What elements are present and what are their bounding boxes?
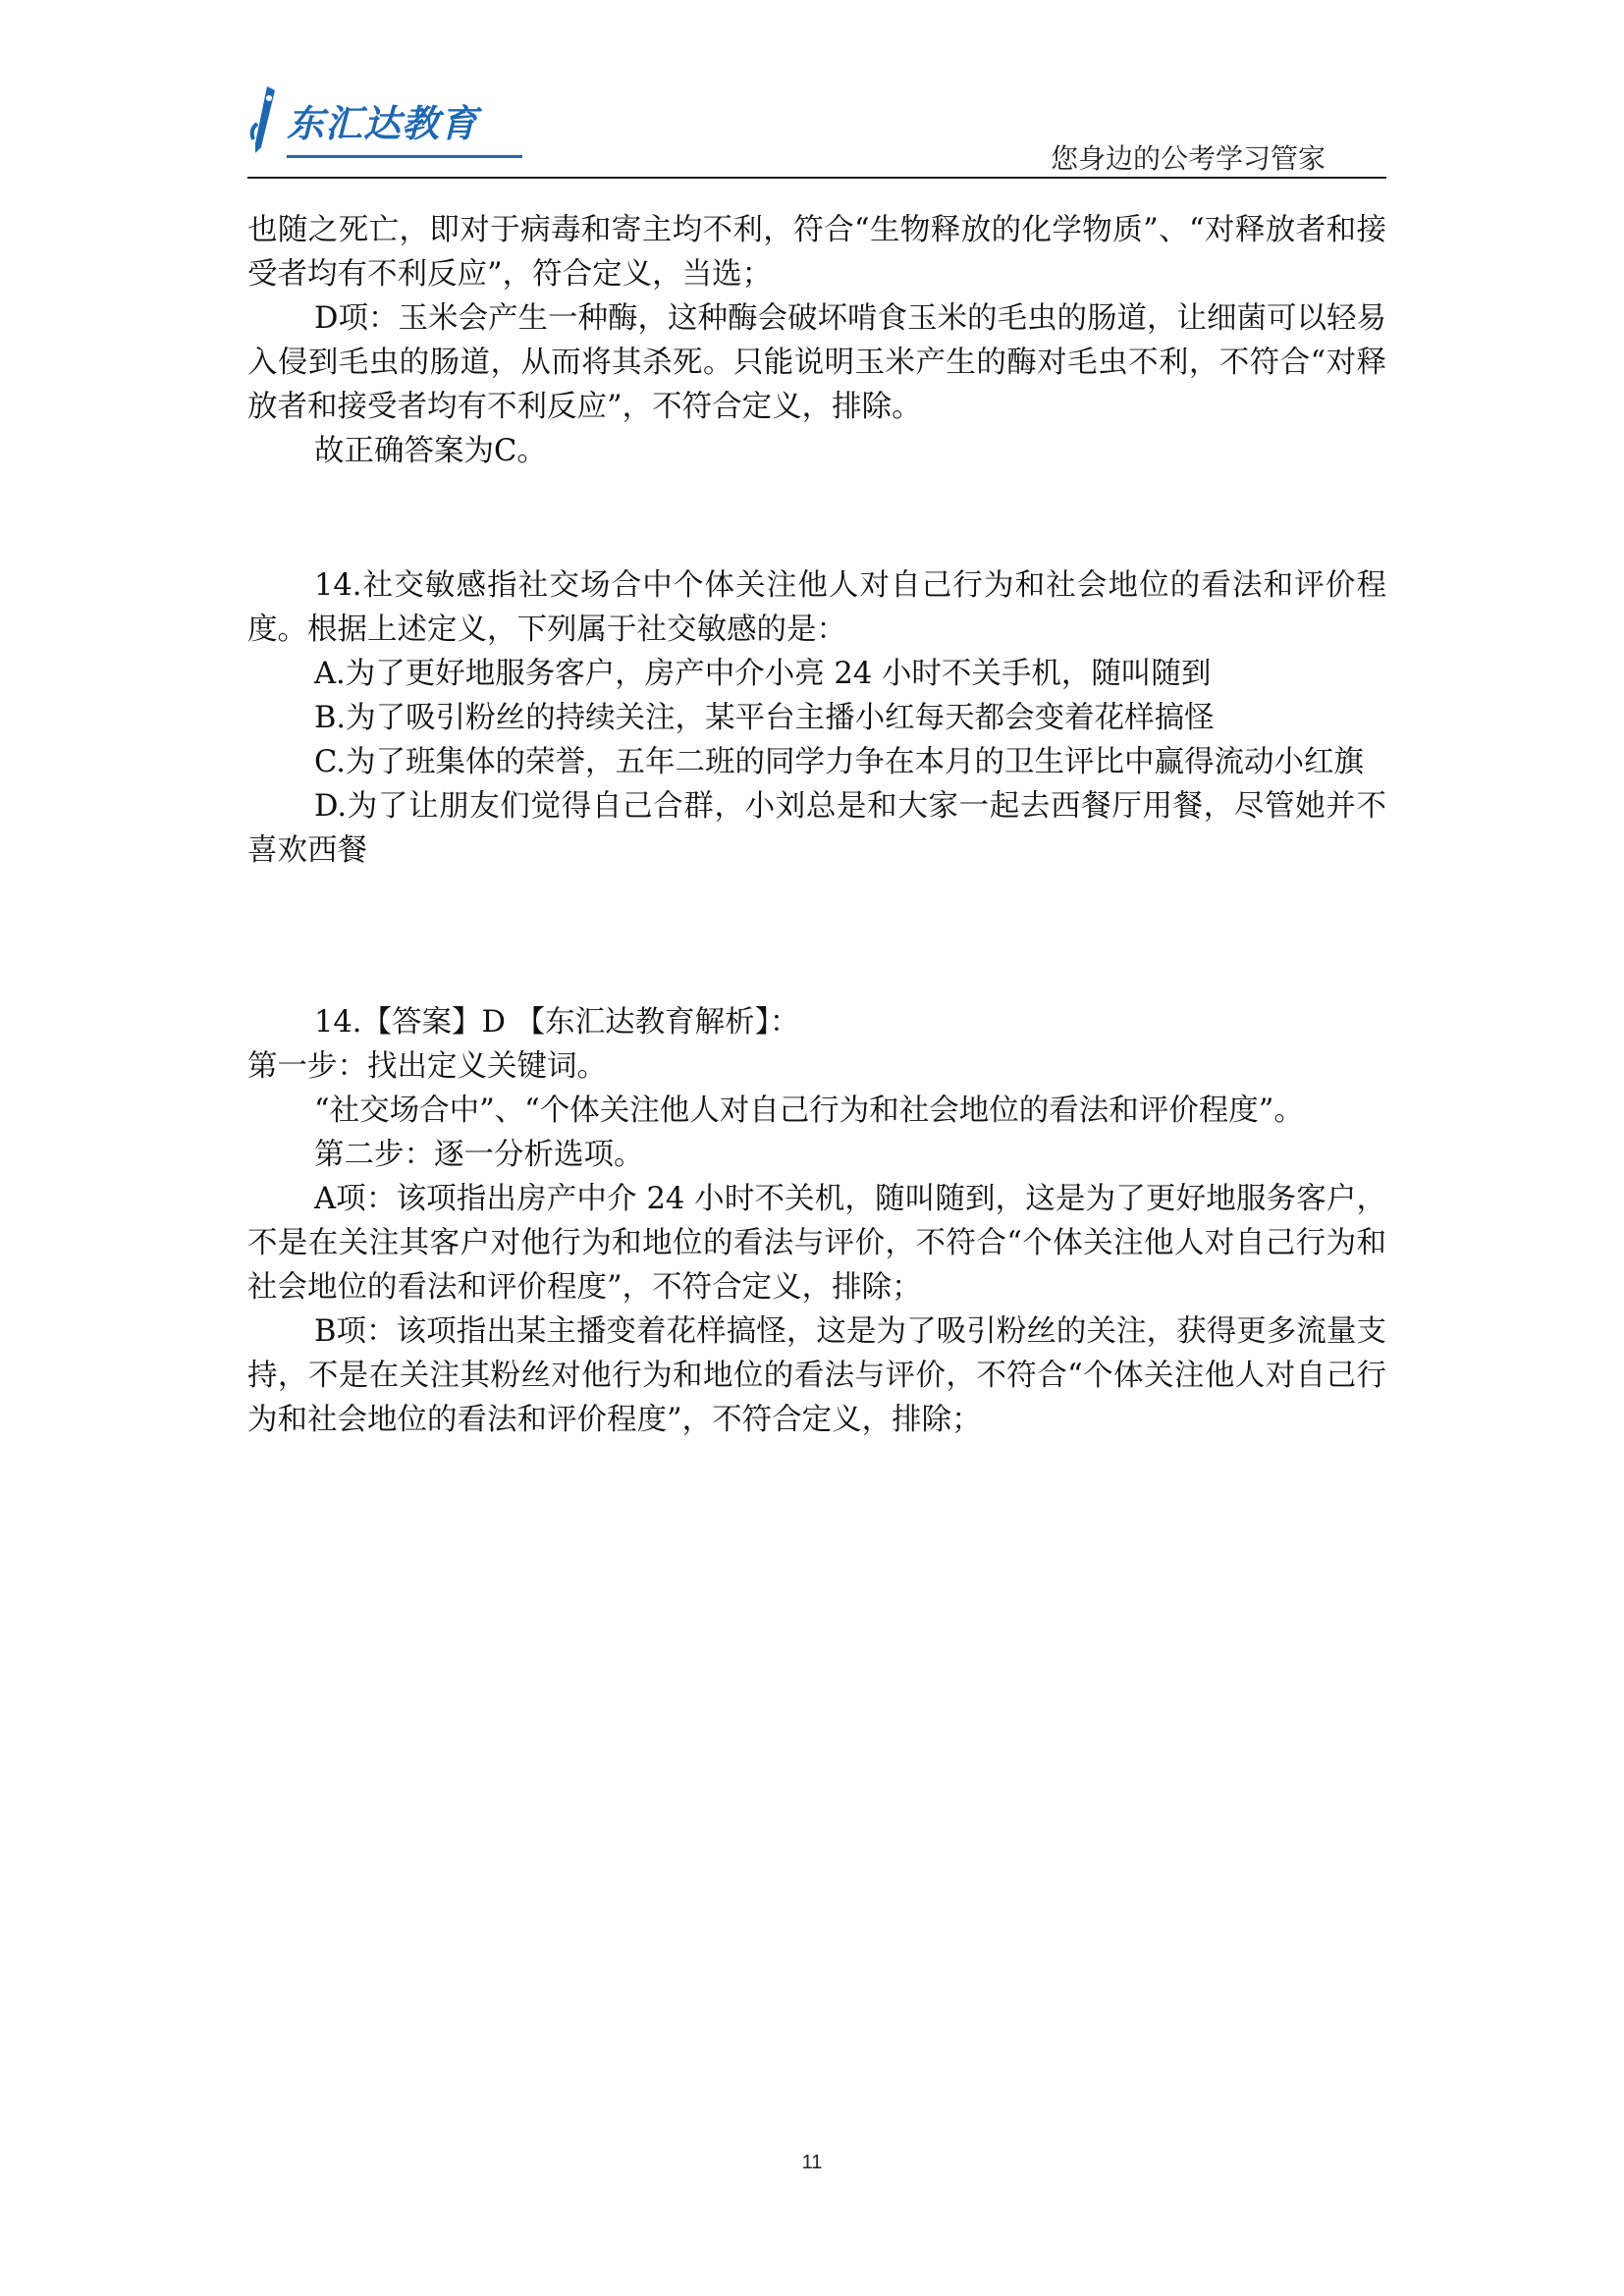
paragraph-option-d: D项：玉米会产生一种酶，这种酶会破坏啃食玉米的毛虫的肠道，让细菌可以轻易入侵到毛虫的肠道，从而将其杀死。只能说明玉米产生的酶对毛虫不利，不符合“对释放者和接受者均有不利反应”，不符合定义，排除。	[247, 301, 1386, 424]
spacer	[247, 473, 1386, 563]
answer-14-heading: 14.【答案】D 【东汇达教育解析】：	[314, 1005, 800, 1040]
question-14-option-c: C.为了班集体的荣誉，五年二班的同学力争在本月的卫生评比中赢得流动小红旗	[314, 745, 1364, 779]
pen-logo-icon	[247, 84, 281, 155]
step-2: 第二步：逐一分析选项。	[314, 1138, 644, 1172]
question-14-option-d: D.为了让朋友们觉得自己合群，小刘总是和大家一起去西餐厅用餐，尽管她并不喜欢西餐	[247, 789, 1386, 868]
spacer	[247, 873, 1386, 1000]
question-14-option-a: A.为了更好地服务客户，房产中介小亮 24 小时不关手机，随叫随到	[314, 657, 1212, 691]
analysis-option-a: A项：该项指出房产中介 24 小时不关机，随叫随到，这是为了更好地服务客户，不是在关注其客户对他行为和地位的看法与评价，不符合“个体关注他人对自己行为和社会地位的看法和评价程度”，不符合定义，排除；	[247, 1182, 1386, 1305]
step-1: 第一步：找出定义关键词。	[247, 1049, 607, 1084]
header-divider	[247, 177, 1386, 179]
logo-underline	[287, 155, 522, 158]
question-14-option-b: B.为了吸引粉丝的持续关注，某平台主播小红每天都会变着花样搞怪	[314, 701, 1215, 735]
paragraph-c-continued: 也随之死亡，即对于病毒和寄主均不利，符合“生物释放的化学物质”、“对释放者和接受者均有不利反应”，符合定义，当选；	[247, 213, 1386, 292]
page-number: 11	[801, 2152, 823, 2173]
logo-text: 东汇达教育	[287, 101, 479, 145]
page-header	[247, 80, 1386, 179]
question-14-stem: 14.社交敏感指社交场合中个体关注他人对自己行为和社会地位的看法和评价程度。根据上述定义，下列属于社交敏感的是：	[247, 568, 1386, 647]
paragraph-answer-c: 故正确答案为C。	[314, 434, 547, 468]
definition-keywords: “社交场合中”、“个体关注他人对自己行为和社会地位的看法和评价程度”。	[314, 1094, 1304, 1128]
brand-logo	[247, 80, 478, 159]
header-tagline: 您身边的公考学习管家	[1050, 142, 1326, 175]
document-body	[247, 208, 1386, 1442]
analysis-option-b: B项：该项指出某主播变着花样搞怪，这是为了吸引粉丝的关注，获得更多流量支持，不是在关注其粉丝对他行为和地位的看法与评价，不符合“个体关注他人对自己行为和社会地位的看法和评价程度”，不符合定义，排除；	[247, 1314, 1386, 1437]
